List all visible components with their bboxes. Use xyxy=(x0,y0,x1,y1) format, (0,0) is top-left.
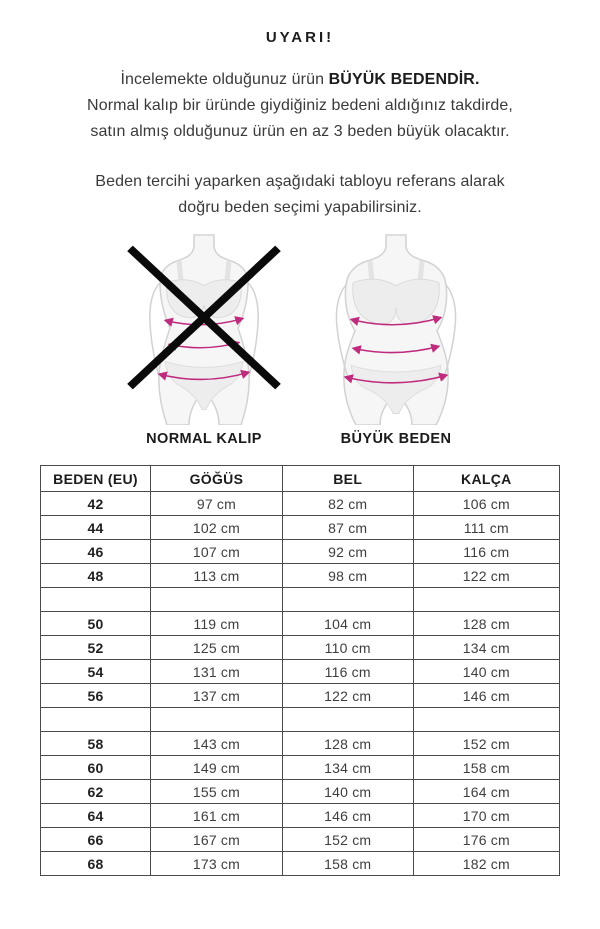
measure-cell: 113 cm xyxy=(151,564,283,588)
measure-cell: 97 cm xyxy=(151,492,283,516)
measure-cell: 110 cm xyxy=(282,636,413,660)
size-cell: 46 xyxy=(41,540,151,564)
size-table-row xyxy=(41,612,560,636)
size-guide-page xyxy=(0,29,600,929)
size-cell: 48 xyxy=(41,564,151,588)
measure-cell: 87 cm xyxy=(282,516,413,540)
table-spacer-cell xyxy=(282,708,413,732)
header-gogus: GÖĞÜS xyxy=(151,466,283,492)
measure-cell: 122 cm xyxy=(282,684,413,708)
measure-cell: 158 cm xyxy=(413,756,559,780)
header-bel: BEL xyxy=(282,466,413,492)
measure-cell: 128 cm xyxy=(282,732,413,756)
measure-cell: 134 cm xyxy=(282,756,413,780)
measure-cell: 128 cm xyxy=(413,612,559,636)
size-table-body xyxy=(41,492,560,876)
table-spacer-row xyxy=(41,708,560,732)
size-cell: 54 xyxy=(41,660,151,684)
size-cell: 42 xyxy=(41,492,151,516)
size-table-row xyxy=(41,756,560,780)
table-spacer-cell xyxy=(151,708,283,732)
intro-line1-bold: BÜYÜK BEDENDİR. xyxy=(328,71,480,88)
measure-cell: 111 cm xyxy=(413,516,559,540)
measure-cell: 122 cm xyxy=(413,564,559,588)
measure-cell: 119 cm xyxy=(151,612,283,636)
size-table-row xyxy=(41,732,560,756)
measure-cell: 116 cm xyxy=(413,540,559,564)
intro-line3: satın almış olduğunuz ürün en az 3 beden büyük olacaktır. xyxy=(90,123,510,140)
size-cell: 62 xyxy=(41,780,151,804)
measure-cell: 173 cm xyxy=(151,852,283,876)
measure-cell: 116 cm xyxy=(282,660,413,684)
table-spacer-cell xyxy=(41,708,151,732)
measure-cell: 125 cm xyxy=(151,636,283,660)
table-spacer-row xyxy=(41,588,560,612)
measure-cell: 102 cm xyxy=(151,516,283,540)
intro-line2: Normal kalıp bir üründe giydiğiniz bedeni aldığınız takdirde, xyxy=(87,97,513,114)
figure-comparison xyxy=(0,233,600,447)
size-cell: 58 xyxy=(41,732,151,756)
measure-cell: 152 cm xyxy=(282,828,413,852)
table-spacer-cell xyxy=(413,588,559,612)
measure-cell: 146 cm xyxy=(413,684,559,708)
size-table-row xyxy=(41,492,560,516)
table-spacer-cell xyxy=(413,708,559,732)
plus-body-figure xyxy=(316,233,476,425)
size-table xyxy=(40,465,560,876)
normal-body-figure xyxy=(124,233,284,425)
table-spacer-cell xyxy=(151,588,283,612)
size-cell: 56 xyxy=(41,684,151,708)
measure-cell: 131 cm xyxy=(151,660,283,684)
size-table-row xyxy=(41,828,560,852)
measure-cell: 170 cm xyxy=(413,804,559,828)
size-cell: 44 xyxy=(41,516,151,540)
size-table-row xyxy=(41,516,560,540)
measure-cell: 104 cm xyxy=(282,612,413,636)
size-cell: 52 xyxy=(41,636,151,660)
size-cell: 50 xyxy=(41,612,151,636)
size-table-row xyxy=(41,660,560,684)
measure-cell: 164 cm xyxy=(413,780,559,804)
measure-cell: 146 cm xyxy=(282,804,413,828)
measure-cell: 152 cm xyxy=(413,732,559,756)
measure-cell: 155 cm xyxy=(151,780,283,804)
bra-strap-right xyxy=(227,261,229,281)
size-table-row xyxy=(41,636,560,660)
measure-cell: 176 cm xyxy=(413,828,559,852)
measure-cell: 82 cm xyxy=(282,492,413,516)
measure-cell: 167 cm xyxy=(151,828,283,852)
figure-normal xyxy=(119,233,289,447)
size-table-row xyxy=(41,852,560,876)
measure-cell: 107 cm xyxy=(151,540,283,564)
figure-plus-label: BÜYÜK BEDEN xyxy=(340,431,452,447)
measure-cell: 140 cm xyxy=(413,660,559,684)
size-cell: 64 xyxy=(41,804,151,828)
intro-paragraph xyxy=(18,67,582,145)
header-beden-eu: BEDEN (EU) xyxy=(41,466,151,492)
header-kalca: KALÇA xyxy=(413,466,559,492)
size-table-row xyxy=(41,564,560,588)
page-title: UYARI! xyxy=(265,29,335,46)
figure-normal-label: NORMAL KALIP xyxy=(146,431,262,447)
size-table-header-row xyxy=(41,466,560,492)
instruction-line1: Beden tercihi yaparken aşağıdaki tabloyu referans alarak xyxy=(95,173,505,190)
size-cell: 68 xyxy=(41,852,151,876)
figure-plus xyxy=(311,233,481,447)
measure-cell: 143 cm xyxy=(151,732,283,756)
size-table-row xyxy=(41,540,560,564)
measure-cell: 98 cm xyxy=(282,564,413,588)
measure-cell: 134 cm xyxy=(413,636,559,660)
instruction-paragraph xyxy=(18,169,582,221)
measure-cell: 106 cm xyxy=(413,492,559,516)
size-table-row xyxy=(41,804,560,828)
measure-cell: 158 cm xyxy=(282,852,413,876)
measure-cell: 182 cm xyxy=(413,852,559,876)
size-cell: 66 xyxy=(41,828,151,852)
measure-cell: 161 cm xyxy=(151,804,283,828)
measure-cell: 137 cm xyxy=(151,684,283,708)
measure-cell: 140 cm xyxy=(282,780,413,804)
instruction-line2: doğru beden seçimi yapabilirsiniz. xyxy=(178,199,422,216)
table-spacer-cell xyxy=(41,588,151,612)
size-table-row xyxy=(41,684,560,708)
size-table-row xyxy=(41,780,560,804)
size-cell: 60 xyxy=(41,756,151,780)
measure-cell: 149 cm xyxy=(151,756,283,780)
bra-strap-left xyxy=(179,261,181,281)
table-spacer-cell xyxy=(282,588,413,612)
measure-cell: 92 cm xyxy=(282,540,413,564)
intro-line1-text: İncelemekte olduğunuz ürün xyxy=(120,71,329,88)
